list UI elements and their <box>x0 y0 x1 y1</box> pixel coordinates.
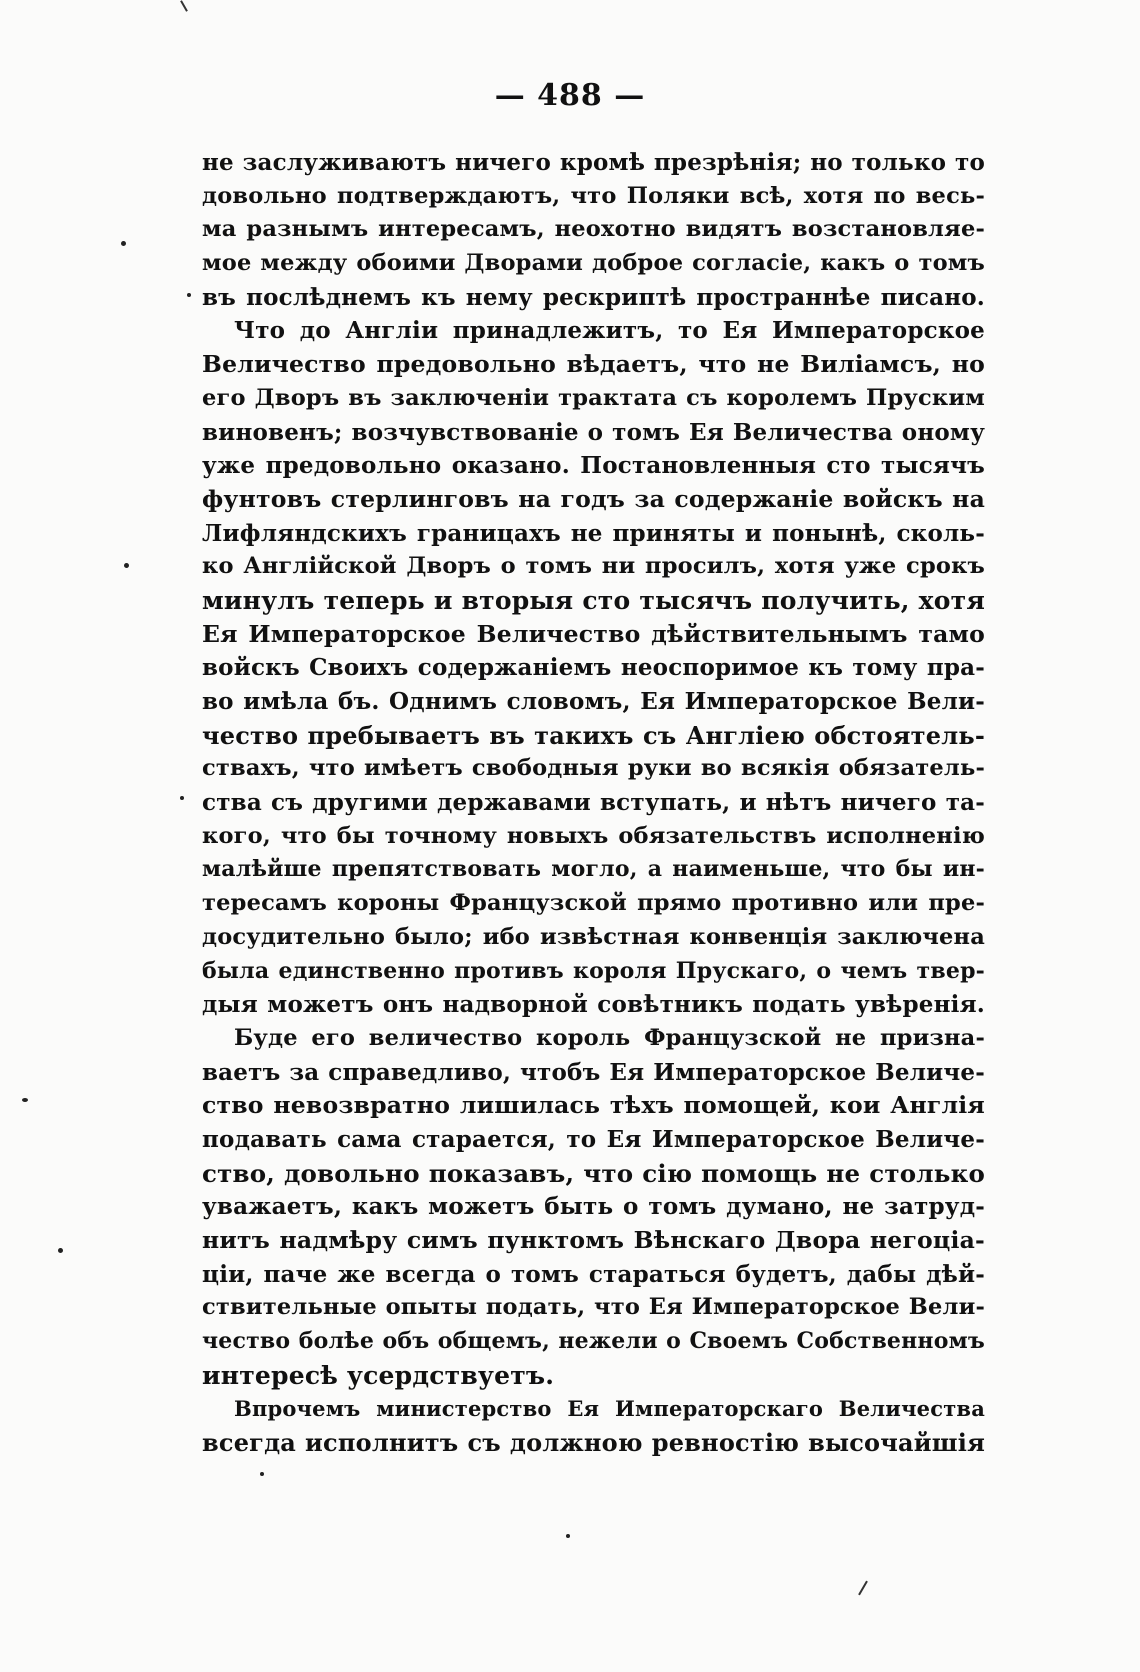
text-line: минулъ теперь и вторыя сто тысячъ получить, хотя <box>202 585 985 615</box>
text-line: уважаетъ, какъ можетъ быть о томъ думано, не затруд- <box>202 1193 985 1221</box>
scan-speck <box>58 1248 63 1253</box>
text-line: ма разнымъ интересамъ, неохотно видятъ возстановляе- <box>202 216 985 243</box>
text-line: его Дворъ въ заключеніи трактата съ королемъ Пруским <box>202 384 985 411</box>
text-line: Лифляндскихъ границахъ не приняты и понынѣ, сколь- <box>202 519 985 547</box>
text-line: малѣйше препятствовать могло, а наименьше, что бы ин- <box>202 856 985 883</box>
text-line: въ послѣднемъ къ нему рескриптѣ пространнѣе писано. <box>202 283 985 311</box>
text-line: ко Англійской Дворъ о томъ ни просилъ, хотя уже срокъ <box>202 553 985 580</box>
text-line: виновенъ; возчувствованіе о томъ Ея Величества оному <box>202 418 985 446</box>
text-line: Буде его величество король Французской не призна- <box>234 1024 985 1051</box>
text-line: нитъ надмѣру симъ пунктомъ Вѣнскаго Двора негоціа- <box>202 1226 985 1254</box>
text-line: тересамъ короны Французской прямо противно или пре- <box>202 890 985 917</box>
scan-speck <box>187 293 191 297</box>
text-line: ствительные опыты подать, что Ея Императорское Вели- <box>202 1294 985 1321</box>
text-line: не заслуживаютъ ничего кромѣ презрѣнія; но только то <box>202 149 985 176</box>
text-line: Впрочемъ министерство Ея Императорскаго Величества <box>234 1396 985 1422</box>
text-line: мое между обоими Дворами доброе согласіе, какъ о томъ <box>202 250 985 277</box>
text-line: чество болѣе объ общемъ, нежели о Своемъ Собственномъ <box>202 1328 985 1355</box>
text-line: Величество предовольно вѣдаетъ, что не Виліамсъ, но <box>202 350 985 379</box>
scan-mark <box>180 0 188 11</box>
scan-speck <box>121 241 126 246</box>
text-line: ства съ другими державами вступать, и нѣтъ ничего та- <box>202 789 985 817</box>
text-line: войскъ Своихъ содержаніемъ неоспоримое къ тому пра- <box>202 654 985 682</box>
body-text <box>202 146 985 1460</box>
text-line: чество пребываетъ въ такихъ съ Англіею обстоятель- <box>202 720 985 750</box>
text-line: ство, довольно показавъ, что сію помощь не столько <box>202 1158 985 1188</box>
text-line: ціи, паче же всегда о томъ стараться будетъ, дабы дѣй- <box>202 1260 985 1288</box>
text-line: во имѣла бъ. Однимъ словомъ, Ея Императорское Вели- <box>202 688 985 715</box>
scan-speck <box>260 1472 264 1476</box>
text-line: интересѣ усердствуетъ. <box>202 1360 555 1390</box>
text-line: дыя можетъ онъ надворной совѣтникъ подать увѣренія. <box>202 991 985 1019</box>
text-line: ство невозвратно лишилась тѣхъ помощей, кои Англія <box>202 1091 985 1120</box>
text-line: уже предовольно оказано. Постановленныя сто тысячъ <box>202 452 985 480</box>
text-line: подавать сама старается, то Ея Императорское Величе- <box>202 1125 985 1153</box>
text-line: Что до Англіи принадлежитъ, то Ея Императорское <box>234 317 985 345</box>
scan-speck <box>124 563 129 568</box>
scan-mark <box>858 1581 868 1596</box>
text-line: довольно подтверждаютъ, что Поляки всѣ, хотя по весь- <box>202 182 985 209</box>
page-number: — 488 — <box>494 78 646 113</box>
text-line: фунтовъ стерлинговъ на годъ за содержаніе войскъ на <box>202 484 985 513</box>
text-line: ствахъ, что имѣетъ свободныя руки во всякія обязатель- <box>202 755 985 782</box>
scan-speck <box>566 1534 570 1538</box>
text-line: кого, что бы точному новыхъ обязательствъ исполненію <box>202 822 985 849</box>
text-line: Ея Императорское Величество дѣйствительнымъ тамо <box>202 619 985 648</box>
text-line: всегда исполнитъ съ должною ревностію высочайшія <box>202 1428 985 1458</box>
text-line: ваетъ за справедливо, чтобъ Ея Императорское Величе- <box>202 1058 985 1086</box>
text-line: досудительно было; ибо извѣстная конвенція заключена <box>202 923 985 950</box>
scan-speck <box>180 796 184 800</box>
text-line: была единственно противъ короля Прускаго, о чемъ твер- <box>202 957 985 984</box>
scan-speck <box>22 1098 28 1102</box>
